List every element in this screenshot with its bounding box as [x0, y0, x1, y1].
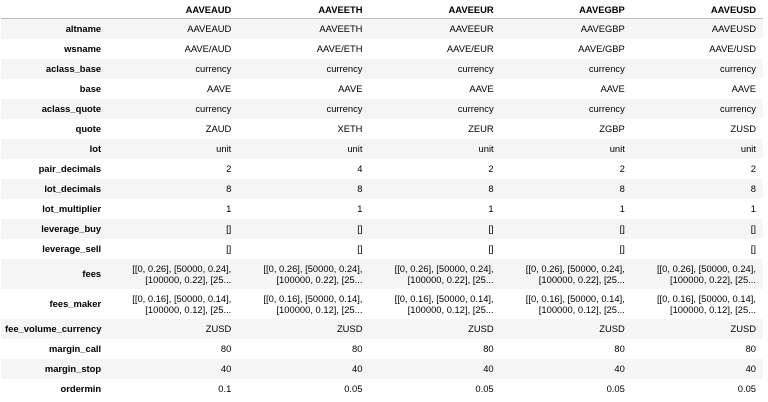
row-label: fees — [82, 268, 102, 279]
table-row — [1, 199, 763, 219]
table-cell: [] — [488, 243, 494, 254]
table-cell: 2 — [226, 163, 232, 174]
table-row — [1, 119, 763, 139]
table-cell: 40 — [614, 363, 625, 374]
table-cell: unit — [609, 143, 625, 154]
table-cell: currency — [720, 103, 756, 114]
table-row — [1, 39, 763, 59]
table-cell: AAVE — [469, 83, 494, 94]
table-cell: AAVE — [338, 83, 363, 94]
cell-text-line: [[0, 0.16], [50000, 0.14], — [525, 292, 625, 304]
row-label: pair_decimals — [38, 163, 102, 174]
table-row — [1, 319, 763, 339]
row-label: ordermin — [60, 383, 102, 394]
column-header: AAVEEUR — [369, 0, 500, 19]
row-label: wsname — [64, 43, 102, 54]
table-cell: AAVE — [600, 83, 625, 94]
table-cell: currency — [195, 63, 232, 74]
table-cell: [] — [750, 223, 756, 234]
index-corner-cell — [1, 0, 107, 19]
table-cell — [632, 289, 763, 319]
table-cell: 1 — [226, 203, 232, 214]
row-label: margin_stop — [44, 363, 102, 374]
table-cell: AAVEETH — [319, 23, 363, 35]
table-cell: 8 — [488, 183, 494, 194]
table-cell: AAVE — [206, 83, 232, 94]
table-cell: 0.05 — [737, 383, 756, 394]
table-cell: AAVE/AUD — [184, 43, 232, 54]
table-cell — [501, 259, 632, 289]
row-label: fee_volume_currency — [5, 323, 102, 334]
table-cell: [] — [357, 223, 363, 234]
table-body — [1, 19, 763, 399]
table-cell: AAVE/GBP — [578, 43, 625, 54]
row-label: quote — [75, 123, 102, 134]
row-label: margin_call — [49, 343, 102, 354]
table-cell: 1 — [750, 203, 756, 214]
table-cell: AAVE/USD — [709, 43, 756, 54]
table-cell: currency — [457, 103, 494, 114]
cell-text-line: [[0, 0.26], [50000, 0.24], — [263, 262, 363, 274]
table-cell — [107, 289, 238, 319]
cell-text-line: [[0, 0.16], [50000, 0.14], — [263, 292, 363, 304]
table-cell: [] — [619, 243, 625, 254]
table-cell: [] — [619, 223, 625, 234]
cell-text-line: [100000, 0.22], [25... — [276, 273, 363, 285]
table-cell: 80 — [220, 343, 232, 354]
row-label: lot_multiplier — [42, 203, 102, 214]
cell-text-line: [100000, 0.12], [25... — [669, 303, 756, 315]
table-row — [1, 239, 763, 259]
table-cell: 0.05 — [344, 383, 363, 394]
table-cell — [238, 259, 369, 289]
row-label: fees_maker — [49, 298, 102, 309]
cell-text-line: [[0, 0.16], [50000, 0.14], — [132, 292, 232, 304]
table-cell: [] — [226, 223, 232, 234]
table-cell: 40 — [745, 363, 756, 374]
table-row — [1, 59, 763, 79]
row-label: lot_decimals — [44, 183, 102, 194]
table-cell: ZUSD — [205, 323, 232, 334]
column-header: AAVEETH — [238, 0, 369, 19]
table-cell — [369, 259, 500, 289]
table-cell: 0.05 — [606, 383, 625, 394]
row-label: altname — [65, 23, 102, 35]
cell-text-line: [100000, 0.22], [25... — [669, 273, 756, 285]
table-cell — [501, 289, 632, 319]
table-cell: [] — [226, 243, 232, 254]
table-cell: currency — [326, 63, 363, 74]
table-cell: [] — [357, 243, 363, 254]
row-label: lot — [89, 143, 102, 154]
table-cell: 40 — [220, 363, 232, 374]
table-cell: currency — [326, 103, 363, 114]
table-row — [1, 219, 763, 239]
table-cell: 1 — [357, 203, 363, 214]
table-cell: 4 — [357, 163, 363, 174]
cell-text-line: [100000, 0.22], [25... — [407, 273, 494, 285]
cell-text-line: [[0, 0.26], [50000, 0.24], — [525, 262, 625, 274]
table-row — [1, 259, 763, 289]
row-label: base — [79, 83, 102, 94]
table-cell: 1 — [619, 203, 625, 214]
table-cell: currency — [195, 103, 232, 114]
cell-text-line: [100000, 0.22], [25... — [145, 273, 232, 285]
table-cell: 80 — [352, 343, 363, 354]
table-cell: 80 — [614, 343, 625, 354]
table-cell — [369, 289, 500, 319]
table-cell — [632, 259, 763, 289]
table-cell: 1 — [488, 203, 494, 214]
table-row — [1, 339, 763, 359]
table-row — [1, 289, 763, 319]
table-row — [1, 179, 763, 199]
table-header — [1, 0, 763, 19]
table-cell: [] — [750, 243, 756, 254]
table-cell: currency — [588, 103, 625, 114]
row-label: leverage_sell — [42, 243, 102, 254]
table-cell: unit — [740, 143, 756, 154]
table-cell: 80 — [745, 343, 756, 354]
table-cell: currency — [588, 63, 625, 74]
table-row — [1, 359, 763, 379]
table-cell: 0.1 — [218, 383, 232, 394]
row-label: leverage_buy — [41, 223, 102, 234]
table-cell: AAVE — [731, 83, 756, 94]
table-cell: XETH — [337, 123, 363, 134]
table-cell: 2 — [488, 163, 494, 174]
table-cell: ZUSD — [336, 323, 363, 334]
table-cell: AAVEEUR — [449, 23, 494, 35]
table-row — [1, 79, 763, 99]
table-row — [1, 19, 763, 39]
table-cell: 40 — [483, 363, 494, 374]
cell-text-line: [100000, 0.12], [25... — [538, 303, 625, 315]
cell-text-line: [[0, 0.16], [50000, 0.14], — [394, 292, 494, 304]
table-cell: currency — [457, 63, 494, 74]
table-cell: unit — [478, 143, 494, 154]
cell-text-line: [100000, 0.12], [25... — [407, 303, 494, 315]
cell-text-line: [[0, 0.26], [50000, 0.24], — [394, 262, 494, 274]
table-row — [1, 379, 763, 399]
table-cell: unit — [347, 143, 363, 154]
cell-text-line: [100000, 0.22], [25... — [538, 273, 625, 285]
table-row — [1, 159, 763, 179]
table-cell: AAVEUSD — [711, 23, 756, 35]
cell-text-line: [[0, 0.26], [50000, 0.24], — [132, 262, 232, 274]
table-cell — [107, 259, 238, 289]
table-cell: ZUSD — [730, 323, 756, 334]
column-header: AAVEGBP — [501, 0, 632, 19]
table-cell: 80 — [483, 343, 494, 354]
table-cell: AAVEAUD — [187, 23, 232, 35]
table-cell: ZGBP — [599, 123, 625, 134]
table-cell: AAVE/ETH — [316, 43, 363, 54]
cell-text-line: [[0, 0.16], [50000, 0.14], — [656, 292, 756, 304]
table-cell: 40 — [352, 363, 363, 374]
table-row — [1, 99, 763, 119]
row-label: aclass_base — [45, 63, 102, 74]
table-cell: 8 — [750, 183, 756, 194]
header-row — [1, 0, 763, 19]
table-cell: AAVE/EUR — [446, 43, 494, 54]
table-cell: AAVEGBP — [580, 23, 625, 35]
table-cell: 2 — [619, 163, 625, 174]
column-header: AAVEUSD — [632, 0, 763, 19]
dataframe-table — [1, 0, 763, 399]
table-cell — [238, 289, 369, 319]
cell-text-line: [[0, 0.26], [50000, 0.24], — [656, 262, 756, 274]
table-cell: 2 — [750, 163, 756, 174]
column-header: AAVEAUD — [107, 0, 238, 19]
table-cell: 0.05 — [475, 383, 494, 394]
table-cell: currency — [720, 63, 756, 74]
table-cell: unit — [216, 143, 232, 154]
table-cell: ZUSD — [730, 123, 756, 134]
table-cell: 8 — [226, 183, 232, 194]
table-cell: ZUSD — [468, 323, 494, 334]
table-cell: 8 — [619, 183, 625, 194]
table-cell: ZEUR — [468, 123, 494, 134]
table-cell: [] — [488, 223, 494, 234]
cell-text-line: [100000, 0.12], [25... — [145, 303, 232, 315]
table-cell: ZUSD — [599, 323, 625, 334]
table-cell: ZAUD — [205, 123, 232, 134]
table-cell: 8 — [357, 183, 363, 194]
table-row — [1, 139, 763, 159]
cell-text-line: [100000, 0.12], [25... — [276, 303, 363, 315]
row-label: aclass_quote — [41, 103, 102, 114]
